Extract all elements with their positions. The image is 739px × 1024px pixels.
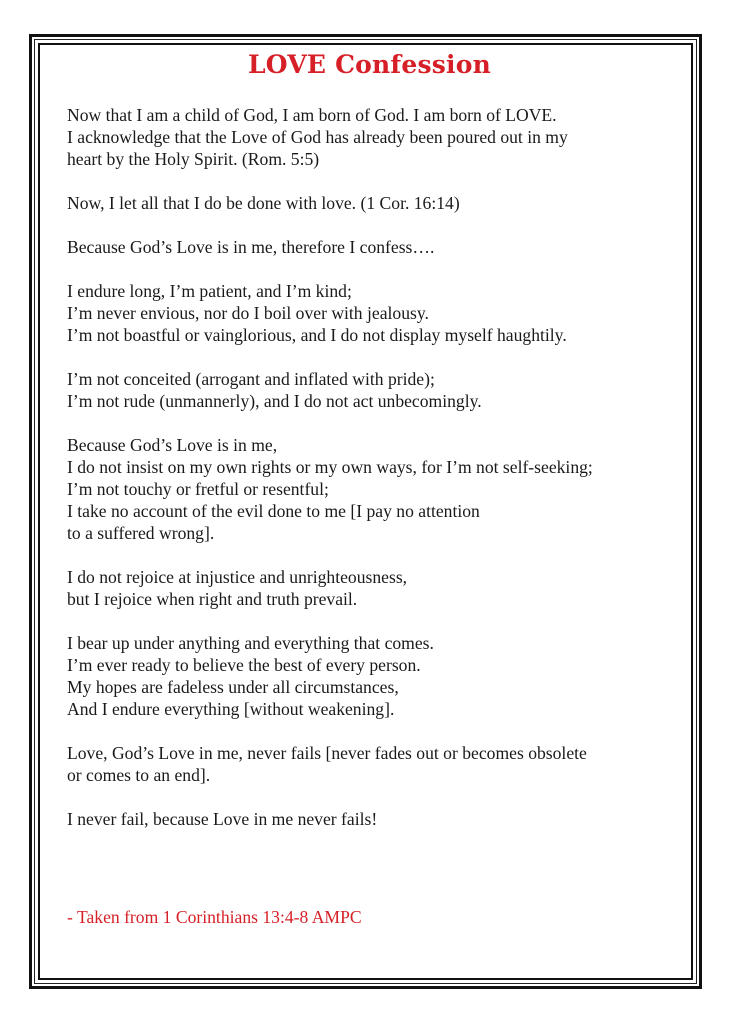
paragraph-bear-up — [67, 632, 695, 720]
text-line: I’m never envious, nor do I boil over with jealousy. — [67, 303, 429, 323]
text-line: I’m not rude (unmannerly), and I do not act unbecomingly. — [67, 391, 482, 411]
text-line: I endure long, I’m patient, and I’m kind; — [67, 281, 352, 301]
paragraph-not-self-seeking — [67, 434, 695, 544]
text-line: I’m not boastful or vainglorious, and I do not display myself haughtily. — [67, 325, 567, 345]
text-line: but I rejoice when right and truth prevail. — [67, 589, 358, 609]
text-line: And I endure everything [without weakening]. — [67, 699, 395, 719]
paragraph-love-never-fails — [67, 742, 695, 786]
paragraph-not-conceited — [67, 368, 695, 412]
paragraph-therefore-confess — [67, 236, 695, 258]
text-line: I’m not touchy or fretful or resentful; — [67, 479, 329, 499]
text-line: Because God’s Love is in me, therefore I confess…. — [67, 237, 435, 257]
text-line: heart by the Holy Spirit. (Rom. 5:5) — [67, 149, 320, 169]
paragraph-endure-long — [67, 280, 695, 346]
text-line: I’m ever ready to believe the best of every person. — [67, 655, 421, 675]
text-line: I do not rejoice at injustice and unrighteousness, — [67, 567, 408, 587]
paragraph-i-never-fail — [67, 808, 695, 830]
text-line: Now, I let all that I do be done with love. (1 Cor. 16:14) — [67, 193, 460, 213]
document-title: LOVE Confession — [248, 50, 491, 79]
text-line: I never fail, because Love in me never fails! — [67, 809, 378, 829]
paragraph-done-with-love — [67, 192, 695, 214]
text-line: My hopes are fadeless under all circumstances, — [67, 677, 399, 697]
text-line: I do not insist on my own rights or my own ways, for I’m not self-seeking; — [67, 457, 593, 477]
text-line: Love, God’s Love in me, never fails [never fades out or becomes obsolete — [67, 743, 587, 763]
text-line: Because God’s Love is in me, — [67, 435, 278, 455]
confession-body — [67, 104, 695, 852]
text-line: I acknowledge that the Love of God has already been poured out in my — [67, 127, 568, 147]
text-line: Now that I am a child of God, I am born of God. I am born of LOVE. — [67, 105, 557, 125]
text-line: I’m not conceited (arrogant and inflated with pride); — [67, 369, 435, 389]
text-line: or comes to an end]. — [67, 765, 211, 785]
paragraph-born-of-love — [67, 104, 695, 170]
scripture-source: - Taken from 1 Corinthians 13:4-8 AMPC — [67, 907, 362, 927]
paragraph-rejoice-truth — [67, 566, 695, 610]
text-line: I take no account of the evil done to me [I pay no attention — [67, 501, 480, 521]
text-line: I bear up under anything and everything that comes. — [67, 633, 434, 653]
text-line: to a suffered wrong]. — [67, 523, 215, 543]
